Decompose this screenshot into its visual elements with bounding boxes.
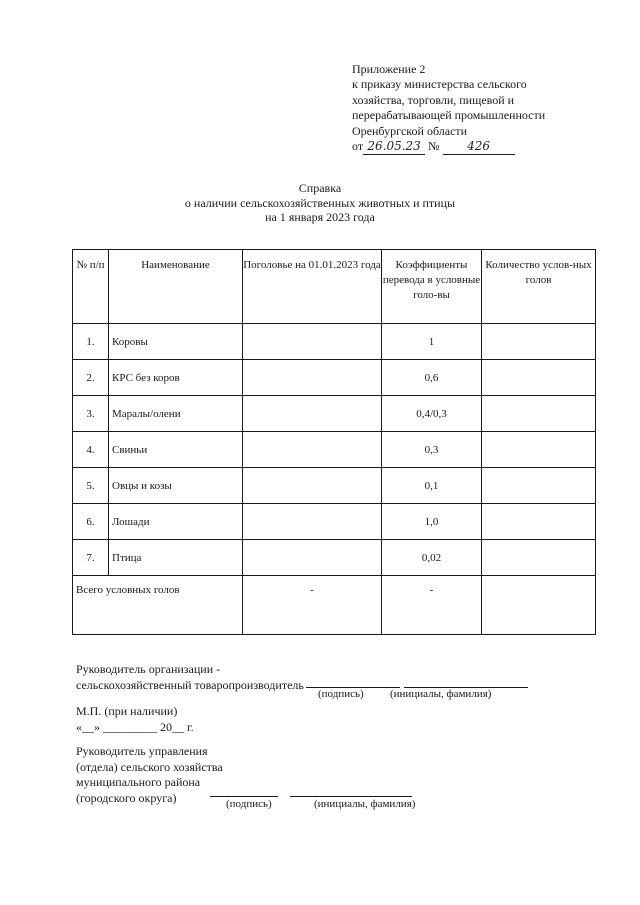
row-coefficient: 0,1	[382, 468, 482, 504]
row-count[interactable]	[243, 504, 382, 540]
row-number: 4.	[73, 432, 109, 468]
row-conditional-heads[interactable]	[482, 396, 596, 432]
header-coefficient: Коэффициенты перевода в условные голо-вы	[382, 250, 482, 324]
handwritten-number: 426	[443, 139, 515, 155]
row-coefficient: 0,4/0,3	[382, 396, 482, 432]
signature-label: сельскохозяйственный товаропроизводитель	[76, 677, 304, 692]
department-head-signature	[76, 744, 223, 806]
title-line: на 1 января 2023 года	[265, 210, 375, 224]
row-name: Свиньи	[109, 432, 243, 468]
table-row	[73, 324, 596, 360]
handwritten-date: 26.05.23	[363, 139, 425, 155]
table-total-row	[73, 576, 596, 635]
row-count[interactable]	[243, 396, 382, 432]
table-row	[73, 396, 596, 432]
date-fill-line: «__» _________ 20__ г.	[76, 719, 194, 734]
row-name: Коровы	[109, 324, 243, 360]
row-number: 2.	[73, 360, 109, 396]
caption-name: (инициалы, фамилия)	[314, 798, 416, 810]
row-coefficient: 1	[382, 324, 482, 360]
title-line: о наличии сельскохозяйственных животных и птицы	[184, 195, 456, 210]
title-line: Справка	[298, 181, 342, 195]
header-name: Наименование	[109, 250, 243, 324]
row-count[interactable]	[243, 324, 382, 360]
header-conditional-heads: Количество услов-ных голов	[482, 250, 596, 324]
appendix-line: Приложение 2	[352, 62, 426, 76]
total-label: Всего условных голов	[73, 576, 243, 635]
livestock-table	[72, 249, 596, 635]
total-count: -	[243, 576, 382, 635]
row-conditional-heads[interactable]	[482, 540, 596, 576]
caption-signature: (подпись)	[318, 688, 364, 700]
row-count[interactable]	[243, 360, 382, 396]
document-title	[0, 181, 640, 225]
appendix-header	[352, 62, 545, 155]
signature-label: Руководитель управления	[76, 744, 208, 758]
total-coefficient: -	[382, 576, 482, 635]
row-number: 6.	[73, 504, 109, 540]
row-name: Лошади	[109, 504, 243, 540]
appendix-line: перерабатывающей промышленности	[352, 108, 546, 123]
caption-name: (инициалы, фамилия)	[390, 688, 492, 700]
row-number: 1.	[73, 324, 109, 360]
appendix-line: хозяйства, торговли, пищевой и	[352, 92, 515, 107]
stamp-block	[76, 704, 194, 735]
appendix-line: Оренбургской области	[352, 123, 468, 138]
header-number: № п/п	[73, 250, 109, 324]
row-coefficient: 0,02	[382, 540, 482, 576]
row-conditional-heads[interactable]	[482, 468, 596, 504]
row-count[interactable]	[243, 540, 382, 576]
order-date-number	[352, 139, 545, 155]
table-row	[73, 432, 596, 468]
row-name: Овцы и козы	[109, 468, 243, 504]
stamp-label: М.П. (при наличии)	[76, 704, 178, 718]
row-name: Птица	[109, 540, 243, 576]
signature-label: (отдела) сельского хозяйства	[76, 759, 223, 774]
signature-label: (городского округа)	[76, 790, 177, 805]
row-conditional-heads[interactable]	[482, 504, 596, 540]
caption-signature: (подпись)	[226, 798, 272, 810]
row-coefficient: 0,3	[382, 432, 482, 468]
row-number: 7.	[73, 540, 109, 576]
row-conditional-heads[interactable]	[482, 360, 596, 396]
header-count: Поголовье на 01.01.2023 года	[243, 250, 382, 324]
row-coefficient: 0,6	[382, 360, 482, 396]
row-count[interactable]	[243, 432, 382, 468]
row-number: 3.	[73, 396, 109, 432]
table-row	[73, 468, 596, 504]
signature-line[interactable]	[210, 796, 278, 797]
name-line[interactable]	[290, 796, 412, 797]
row-count[interactable]	[243, 468, 382, 504]
appendix-line: к приказу министерства сельского	[352, 77, 527, 92]
row-number: 5.	[73, 468, 109, 504]
date-prefix: от	[352, 139, 364, 154]
table-row	[73, 360, 596, 396]
row-coefficient: 1,0	[382, 504, 482, 540]
table-header-row	[73, 250, 596, 324]
row-conditional-heads[interactable]	[482, 432, 596, 468]
row-conditional-heads[interactable]	[482, 324, 596, 360]
row-name: Маралы/олени	[109, 396, 243, 432]
signature-label: Руководитель организации -	[76, 662, 221, 676]
table-row	[73, 540, 596, 576]
row-name: КРС без коров	[109, 360, 243, 396]
table-row	[73, 504, 596, 540]
organization-head-signature	[76, 662, 304, 693]
signature-label: муниципального района	[76, 775, 201, 789]
number-prefix: №	[428, 139, 440, 154]
total-conditional-heads[interactable]	[482, 576, 596, 635]
